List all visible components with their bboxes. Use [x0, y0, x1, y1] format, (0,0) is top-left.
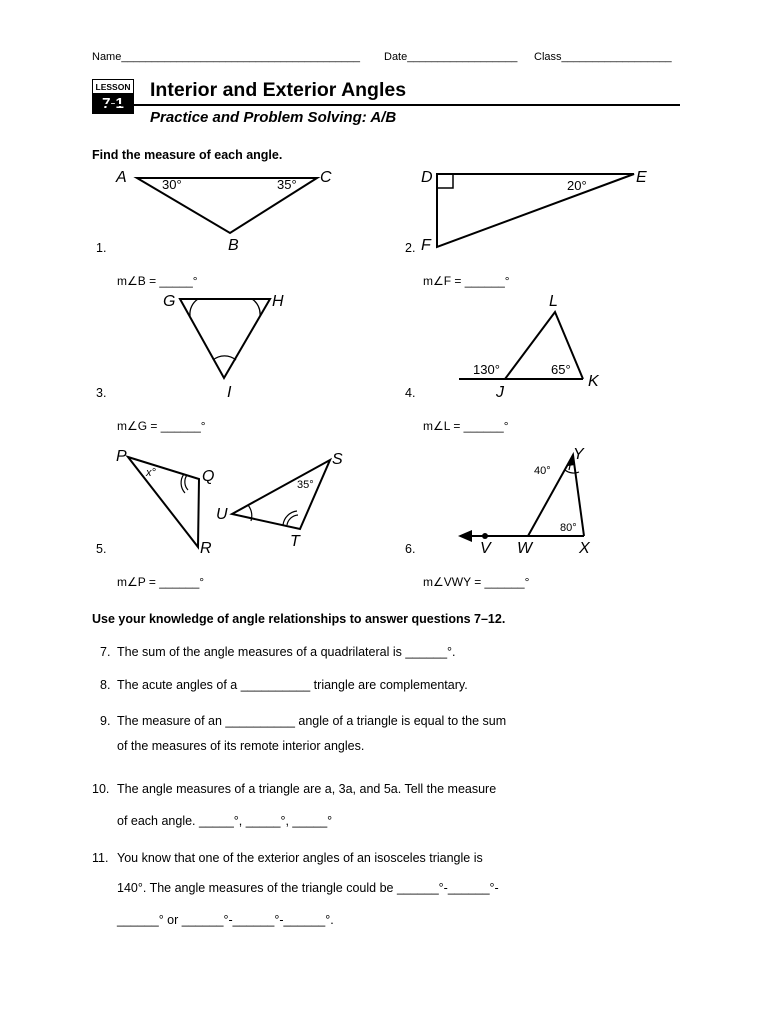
angle-label-j: 130° — [473, 362, 500, 377]
question-text: of the measures of its remote interior angles. — [117, 739, 365, 753]
problem-number: 5. — [96, 542, 107, 556]
page-subtitle: Practice and Problem Solving: A/B — [150, 109, 397, 126]
point-label-j: J — [496, 384, 504, 401]
page-title: Interior and Exterior Angles — [150, 79, 407, 101]
question-text: You know that one of the exterior angles of an isosceles triangle is — [117, 851, 483, 865]
problem-number: 6. — [405, 542, 416, 556]
point-label-u: U — [216, 506, 228, 523]
point-label-b: B — [228, 237, 239, 254]
problem-number: 1. — [96, 241, 107, 255]
point-v — [482, 533, 488, 539]
question-number: 11. — [92, 851, 109, 865]
answer-line[interactable]: m∠P = ______° — [117, 575, 205, 589]
point-label-x: X — [579, 540, 590, 557]
triangle-jkl — [505, 312, 583, 379]
answer-line[interactable]: m∠G = ______° — [117, 419, 206, 433]
answer-line[interactable]: m∠L = ______° — [423, 419, 509, 433]
date-field-label[interactable]: Date__________________ — [384, 51, 518, 63]
class-field-label[interactable]: Class__________________ — [534, 51, 672, 63]
angle-label-a: 30° — [162, 177, 182, 192]
point-label-v: V — [480, 540, 491, 557]
angle-arc-g — [190, 299, 198, 316]
ray-arrowhead — [458, 530, 472, 542]
section1-instruction: Find the measure of each angle. — [92, 148, 283, 162]
question-text: of each angle. _____°, _____°, _____° — [117, 814, 333, 828]
triangle-ghi — [180, 299, 270, 378]
angle-arc-h — [252, 299, 260, 316]
angle-arcs-q — [181, 474, 188, 493]
section2-instruction: Use your knowledge of angle relationships to answer questions 7–12. — [92, 612, 506, 626]
point-label-c: C — [320, 169, 332, 186]
question-text: The angle measures of a triangle are a, 3a, and 5a. Tell the measure — [117, 782, 497, 796]
point-label-h: H — [272, 293, 284, 310]
question-text: The measure of an __________ angle of a triangle is equal to the sum — [117, 714, 507, 728]
triangle-pqr — [128, 457, 199, 547]
question-text: The sum of the angle measures of a quadrilateral is ______°. — [117, 645, 456, 659]
point-label-i: I — [227, 384, 232, 401]
point-label-w: W — [517, 540, 533, 557]
angle-label-e: 20° — [567, 178, 587, 193]
right-angle-mark — [437, 174, 453, 188]
point-label-g: G — [163, 293, 176, 310]
name-field-label[interactable]: Name_______________________________________ — [92, 51, 360, 63]
point-label-d: D — [421, 169, 433, 186]
point-label-f: F — [421, 237, 431, 254]
question-number: 7. — [100, 645, 111, 659]
answer-line[interactable]: m∠B = _____° — [117, 274, 198, 288]
problem-number: 3. — [96, 386, 107, 400]
triangle-ust — [232, 460, 330, 529]
question-number: 8. — [100, 678, 111, 692]
angle-arc-y — [565, 470, 579, 473]
point-label-s: S — [332, 451, 343, 468]
triangle-def — [437, 174, 634, 247]
question-number: 9. — [100, 714, 111, 728]
point-label-l: L — [549, 293, 558, 310]
angle-label-c: 35° — [277, 177, 297, 192]
point-label-e: E — [636, 169, 647, 186]
problem-number: 4. — [405, 386, 416, 400]
angle-label-p: x° — [146, 467, 156, 479]
answer-line[interactable]: m∠F = ______° — [423, 274, 510, 288]
point-label-a: A — [116, 169, 127, 186]
angle-arc-i — [213, 356, 236, 360]
problem-number: 2. — [405, 241, 416, 255]
point-label-p: P — [116, 448, 127, 465]
question-number: 10. — [92, 782, 110, 796]
angle-arcs-t — [283, 511, 298, 525]
angle-label-x: 80° — [560, 522, 577, 534]
point-label-y: Y — [573, 446, 584, 463]
angle-label-y: 40° — [534, 465, 551, 477]
question-text: The acute angles of a __________ triangle are complementary. — [117, 678, 468, 692]
question-text: ______° or ______°-______°-______°. — [117, 913, 334, 927]
point-label-k: K — [588, 373, 599, 390]
lesson-badge-label: LESSON — [92, 79, 134, 94]
angle-label-k: 65° — [551, 362, 571, 377]
point-label-q: Q — [202, 468, 215, 485]
angle-label-s: 35° — [297, 479, 314, 491]
point-label-r: R — [200, 540, 212, 557]
answer-line[interactable]: m∠VWY = ______° — [423, 575, 530, 589]
point-label-t: T — [290, 533, 300, 550]
question-text: 140°. The angle measures of the triangle could be ______°-______°- — [117, 881, 499, 895]
